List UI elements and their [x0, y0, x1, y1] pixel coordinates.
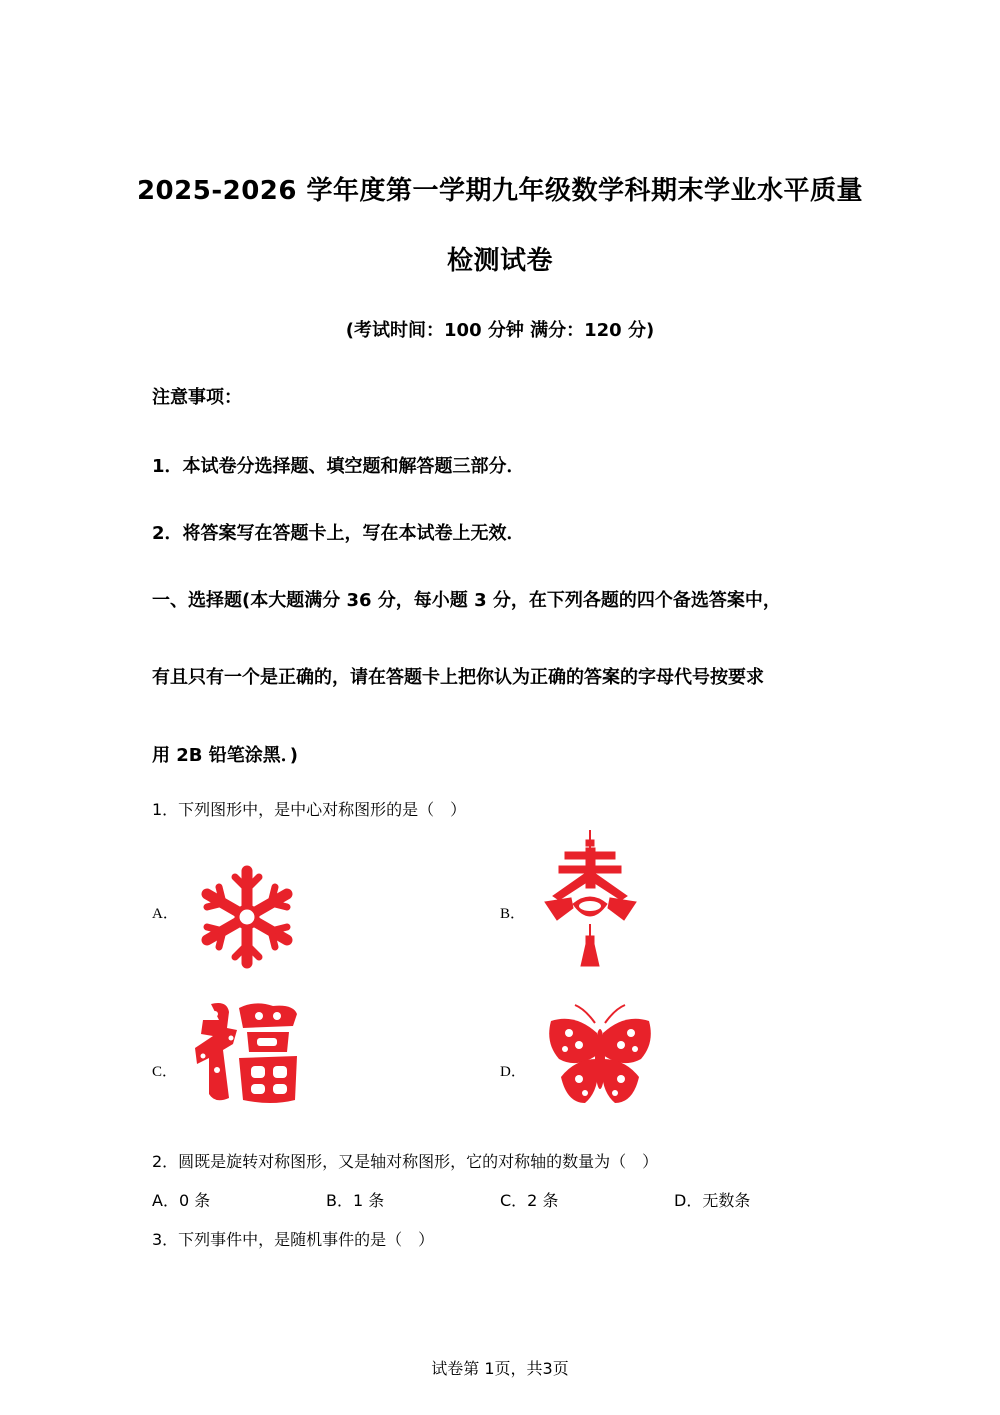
- title-line-1: 2025-2026 学年度第一学期九年级数学科期末学业水平质量: [136, 176, 864, 206]
- q1-option-a-label: A．: [152, 906, 178, 922]
- q2-option-d: D．无数条: [674, 1191, 751, 1210]
- question-3-stem: 3．下列事件中，是随机事件的是（ ）: [152, 1230, 435, 1249]
- butterfly-papercut-icon: [545, 1003, 655, 1107]
- q2-option-c: C．2 条: [500, 1191, 559, 1210]
- question-1-stem: 1．下列图形中，是中心对称图形的是（ ）: [152, 800, 467, 819]
- title-line-2: 检测试卷: [446, 246, 553, 276]
- q2-option-b: B．1 条: [326, 1191, 385, 1210]
- q2-option-a: A．0 条: [152, 1191, 211, 1210]
- notice-heading: 注意事项：: [152, 387, 242, 408]
- fu-papercut-icon: [193, 1000, 301, 1106]
- notice-item-2: 2．将答案写在答题卡上，写在本试卷上无效．: [152, 523, 525, 544]
- question-2-stem: 2．圆既是旋转对称图形，又是轴对称图形，它的对称轴的数量为（ ）: [152, 1152, 659, 1171]
- q1-option-b-label: B．: [500, 906, 526, 922]
- notice-item-1: 1．本试卷分选择题、填空题和解答题三部分．: [152, 456, 525, 477]
- chun-lantern-papercut-icon: [543, 830, 638, 968]
- snowflake-papercut-icon: [195, 865, 299, 969]
- section-1-heading-line-1: 一、选择题(本大题满分 36 分，每小题 3 分，在下列各题的四个备选答案中，: [152, 590, 781, 611]
- q1-option-d-label: D．: [500, 1064, 526, 1080]
- section-1-heading-line-2: 有且只有一个是正确的，请在答题卡上把你认为正确的答案的字母代号按要求: [152, 667, 764, 688]
- section-1-heading-line-3: 用 2B 铅笔涂黑．): [152, 745, 299, 766]
- q1-option-c-label: C．: [152, 1064, 178, 1080]
- page-footer: 试卷第 1页，共3页: [431, 1359, 569, 1378]
- exam-info: (考试时间：100 分钟 满分：120 分): [345, 320, 655, 341]
